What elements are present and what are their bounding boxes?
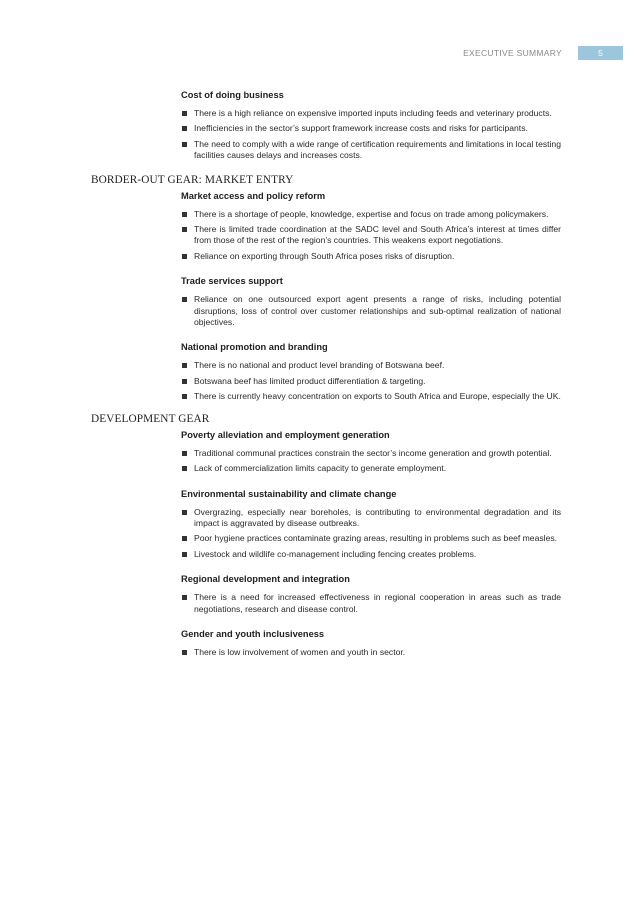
bullet-item — [181, 209, 561, 220]
bullet-text: Traditional communal practices constrain the sector’s income generation and growth potential. — [194, 447, 552, 458]
bullet-item — [181, 533, 561, 544]
subsection-title: Cost of doing business — [181, 90, 284, 100]
bullet-list — [181, 647, 561, 658]
subsection — [181, 488, 561, 561]
content-section — [0, 413, 638, 659]
bullet-list — [181, 448, 561, 475]
bullet-list — [181, 294, 561, 328]
content-section — [0, 89, 638, 162]
bullet-text: There is a shortage of people, knowledge, expertise and focus on trade among policymakers. — [194, 208, 549, 219]
bullet-list — [181, 360, 561, 402]
subsection — [181, 429, 561, 475]
square-bullet-icon — [182, 297, 187, 302]
bullet-item — [181, 224, 561, 247]
bullet-item — [181, 139, 561, 162]
square-bullet-icon — [182, 254, 187, 259]
bullet-text: Poor hygiene practices contaminate grazing areas, resulting in problems such as beef measles. — [194, 533, 558, 544]
bullet-text: There is limited trade coordination at the SADC level and South Africa’s interest at times differ from those of the rest of the region’s countries. This weakens export negotiations. — [194, 224, 561, 246]
square-bullet-icon — [182, 466, 187, 471]
square-bullet-icon — [182, 126, 187, 131]
square-bullet-icon — [182, 510, 187, 515]
subsection — [181, 275, 561, 328]
bullet-item — [181, 549, 561, 560]
subsection-title: National promotion and branding — [181, 342, 328, 353]
bullet-text: There is a high reliance on expensive imported inputs including feeds and veterinary products. — [194, 108, 552, 118]
bullet-text: There is low involvement of women and youth in sector. — [194, 646, 406, 657]
subsection-title: Environmental sustainability and climate change — [181, 488, 397, 499]
bullet-text: The need to comply with a wide range of certification requirements and limitations in local testing facilities causes delays and increases costs. — [194, 138, 561, 161]
subsection-title: Market access and policy reform — [181, 190, 326, 201]
section-heading: DEVELOPMENT GEAR — [91, 412, 210, 425]
bullet-item — [181, 647, 561, 658]
square-bullet-icon — [182, 142, 187, 147]
bullet-text: Inefficiencies in the sector’s support framework increase costs and risks for participants. — [194, 123, 528, 134]
subsection-title: Gender and youth inclusiveness — [181, 628, 325, 639]
bullet-text: Overgrazing, especially near boreholes, is contributing to environmental degradation and its impact is aggravated by disease outbreaks. — [194, 506, 561, 528]
bullet-text: There is no national and product level branding of Botswana beef. — [194, 360, 445, 371]
section-heading: BORDER-OUT GEAR: MARKET ENTRY — [91, 173, 294, 186]
bullet-list — [181, 592, 561, 615]
bullet-text: Lack of commercialization limits capacity to generate employment. — [194, 463, 447, 474]
subsection — [181, 341, 561, 402]
bullet-item — [181, 507, 561, 530]
bullet-text: Reliance on exporting through South Africa poses risks of disruption. — [194, 250, 455, 261]
square-bullet-icon — [182, 363, 187, 368]
bullet-item — [181, 463, 561, 474]
square-bullet-icon — [182, 227, 187, 232]
bullet-text: There is currently heavy concentration on exports to South Africa and Europe, especially the UK. — [194, 391, 561, 402]
content-section — [0, 174, 638, 403]
bullet-item — [181, 251, 561, 262]
bullet-text: Botswana beef has limited product differentiation & targeting. — [194, 375, 426, 386]
square-bullet-icon — [182, 111, 187, 116]
square-bullet-icon — [182, 650, 187, 655]
square-bullet-icon — [182, 552, 187, 557]
bullet-item — [181, 123, 561, 134]
bullet-text: Livestock and wildlife co-management including fencing creates problems. — [194, 548, 477, 559]
document-body — [0, 89, 638, 662]
subsection-title: Trade services support — [181, 276, 283, 287]
subsection — [181, 89, 561, 162]
page-number-badge: 5 — [578, 46, 623, 60]
square-bullet-icon — [182, 394, 187, 399]
running-header — [463, 46, 623, 60]
bullet-item — [181, 376, 561, 387]
bullet-item — [181, 360, 561, 371]
bullet-item — [181, 391, 561, 402]
bullet-item — [181, 592, 561, 615]
subsection — [181, 628, 561, 658]
subsection-title: Regional development and integration — [181, 574, 350, 585]
bullet-item — [181, 108, 561, 119]
bullet-text: There is a need for increased effectiveness in regional cooperation in areas such as trade negotiations, research and disease control. — [194, 592, 561, 614]
subsection — [181, 573, 561, 615]
subsection-title: Poverty alleviation and employment generation — [181, 429, 390, 440]
bullet-list — [181, 108, 561, 162]
square-bullet-icon — [182, 451, 187, 456]
square-bullet-icon — [182, 595, 187, 600]
bullet-text: Reliance on one outsourced export agent presents a range of risks, including potential disruptions, loss of control over customer relationships and sub-optimal realization of national objectives. — [194, 294, 561, 328]
square-bullet-icon — [182, 379, 187, 384]
bullet-item — [181, 448, 561, 459]
bullet-item — [181, 294, 561, 328]
square-bullet-icon — [182, 536, 187, 541]
bullet-list — [181, 209, 561, 263]
square-bullet-icon — [182, 212, 187, 217]
bullet-list — [181, 507, 561, 561]
subsection — [181, 190, 561, 263]
section-label: EXECUTIVE SUMMARY — [463, 48, 562, 58]
